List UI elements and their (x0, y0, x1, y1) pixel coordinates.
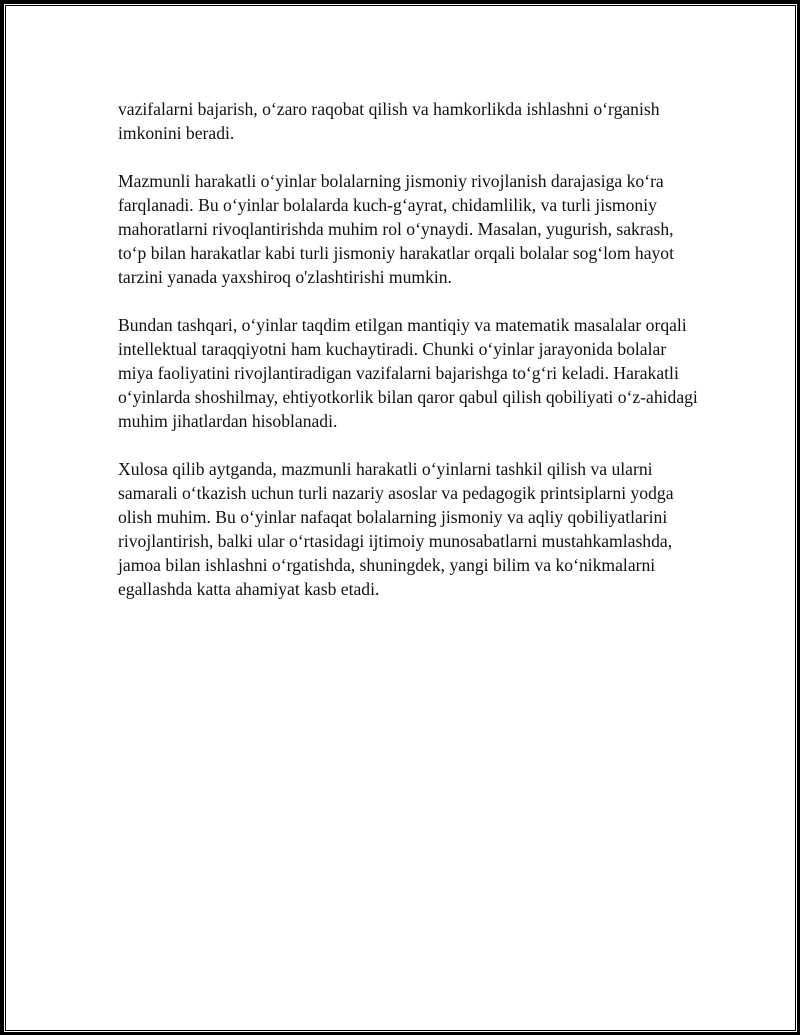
paragraph-3: Bundan tashqari, o‘yinlar taqdim etilgan mantiqiy va matematik masalalar orqali intellektual taraqqiyotni ham kuchaytiradi. Chunki o‘yinlar jarayonida bolalar miya faoliyatini rivojlantiradigan vazifalarni bajarishga to‘g‘ri keladi. Harakatli o‘yinlarda shoshilmay, ehtiyotkorlik bilan qaror qabul qilish qobiliyati o‘z-ahidagi muhim jihatlardan hisoblanadi. (118, 315, 698, 431)
paragraph-4: Xulosa qilib aytganda, mazmunli harakatli o‘yinlarni tashkil qilish va ularni samarali o‘tkazish uchun turli nazariy asoslar va pedagogik printsiplarni yodga olish muhim. Bu o‘yinlar nafaqat bolalarning jismoniy va aqliy qobiliyatlarini rivojlantirish, balki ular o‘rtasidagi ijtimoiy munosabatlarni mustahkamlashda, jamoa bilan ishlashni o‘rgatishda, shuningdek, yangi bilim va ko‘nikmalarni egallashda katta ahamiyat kasb etadi. (118, 459, 674, 599)
document-body (118, 97, 698, 625)
paragraph-2: Mazmunli harakatli o‘yinlar bolalarning jismoniy rivojlanish darajasiga ko‘ra farqlanadi. Bu o‘yinlar bolalarda kuch-g‘ayrat, chidamlilik, va turli jismoniy mahoratlarni rivoqlantirishda muhim rol o‘ynaydi. Masalan, yugurish, sakrash, to‘p bilan harakatlar kabi turli jismoniy harakatlar orqali bolalar sog‘lom hayot tarzini yanada yaxshiroq o'zlashtirishi mumkin. (118, 171, 674, 287)
paragraph-1: vazifalarni bajarish, o‘zaro raqobat qilish va hamkorlikda ishlashni o‘rganish imkonini beradi. (118, 99, 660, 143)
